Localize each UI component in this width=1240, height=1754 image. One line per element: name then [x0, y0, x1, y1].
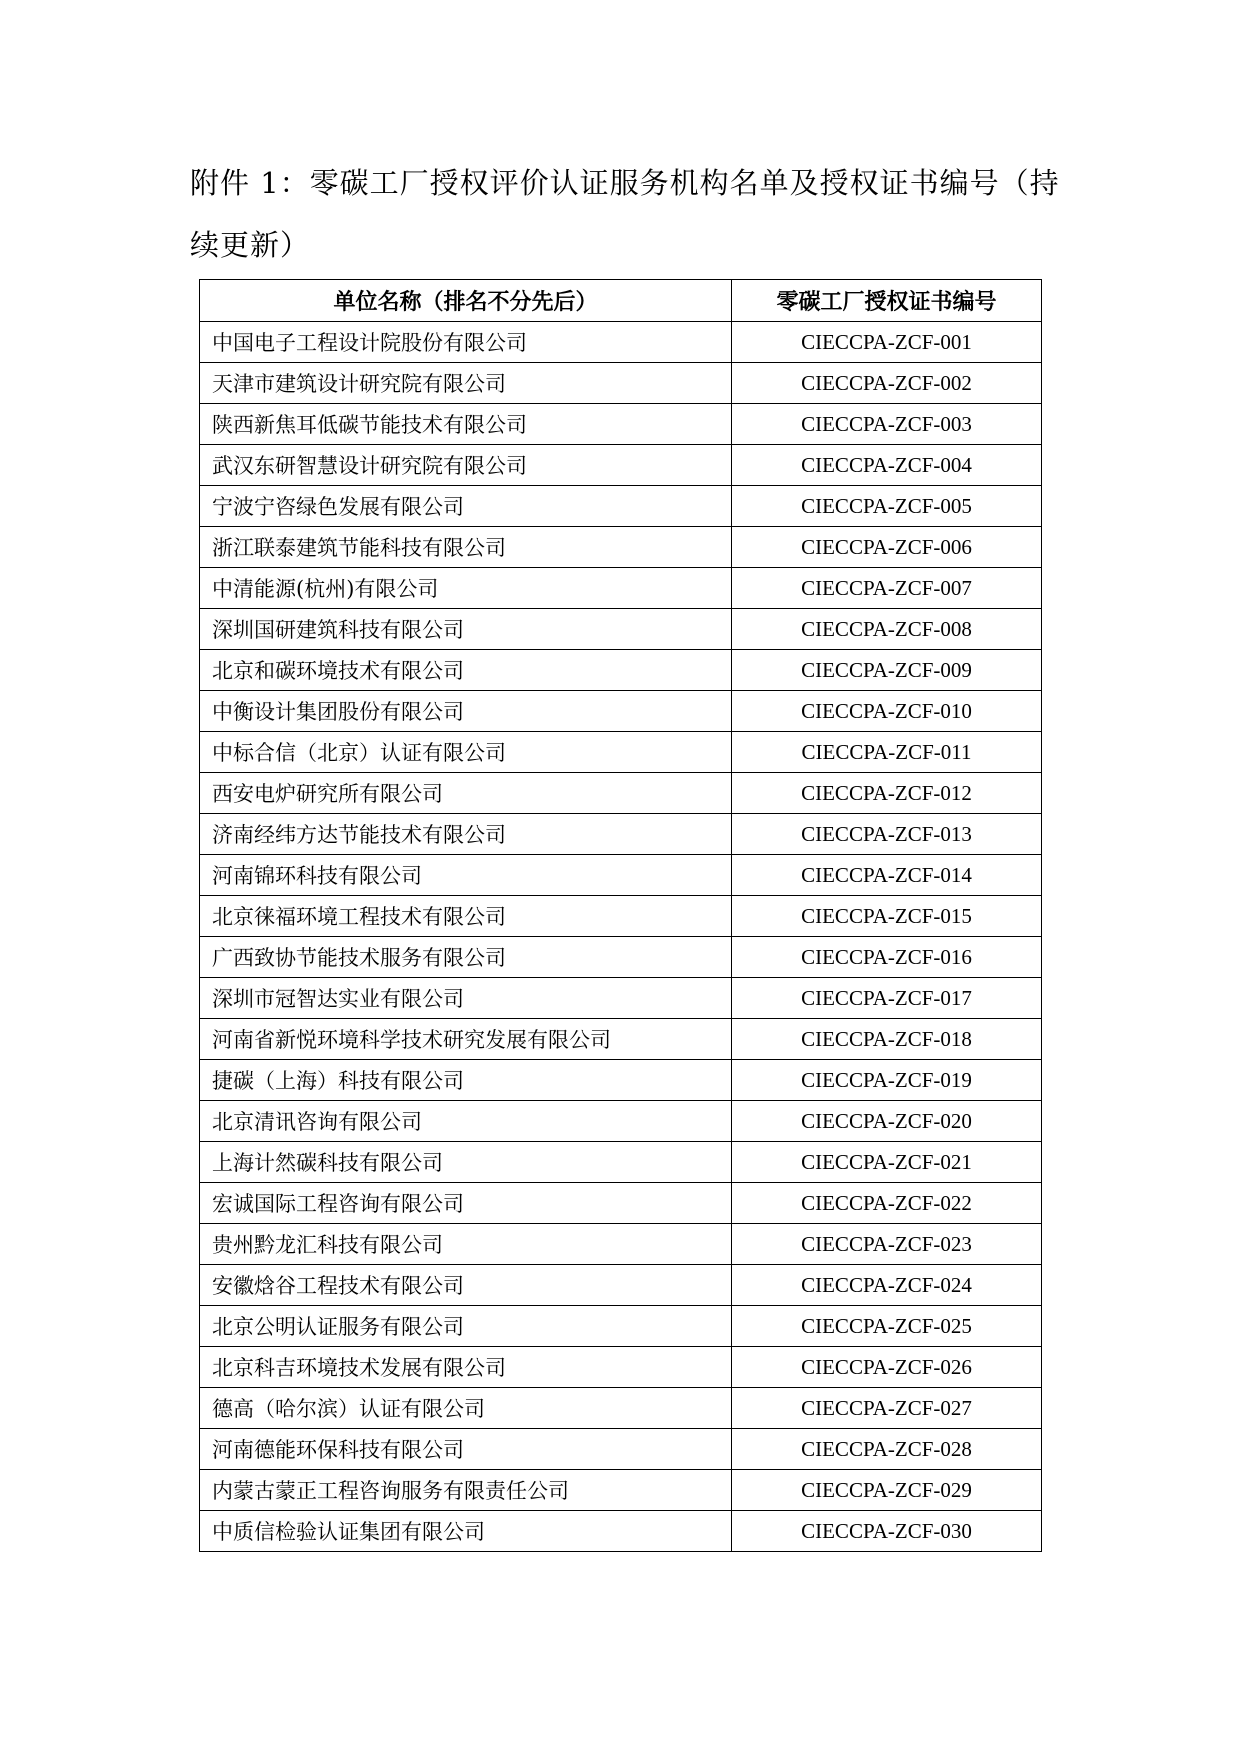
certificate-code-cell: CIECCPA-ZCF-028	[732, 1429, 1042, 1470]
organization-name-cell: 中标合信（北京）认证有限公司	[200, 732, 732, 773]
table-row	[200, 1306, 1042, 1347]
table-row	[200, 1183, 1042, 1224]
organization-name-cell: 北京公明认证服务有限公司	[200, 1306, 732, 1347]
organization-name-cell: 北京徕福环境工程技术有限公司	[200, 896, 732, 937]
organization-name-cell: 深圳市冠智达实业有限公司	[200, 978, 732, 1019]
certificate-code-cell: CIECCPA-ZCF-023	[732, 1224, 1042, 1265]
table-row	[200, 568, 1042, 609]
table-row	[200, 609, 1042, 650]
column-header-code: 零碳工厂授权证书编号	[732, 280, 1042, 322]
certificate-code-cell: CIECCPA-ZCF-006	[732, 527, 1042, 568]
organization-name-cell: 天津市建筑设计研究院有限公司	[200, 363, 732, 404]
table-row	[200, 1101, 1042, 1142]
certificate-code-cell: CIECCPA-ZCF-017	[732, 978, 1042, 1019]
table-row	[200, 1429, 1042, 1470]
organization-name-cell: 中衡设计集团股份有限公司	[200, 691, 732, 732]
organization-name-cell: 河南省新悦环境科学技术研究发展有限公司	[200, 1019, 732, 1060]
certificate-code-cell: CIECCPA-ZCF-003	[732, 404, 1042, 445]
table-row	[200, 1511, 1042, 1552]
table-row	[200, 486, 1042, 527]
table-row	[200, 1142, 1042, 1183]
organization-name-cell: 济南经纬方达节能技术有限公司	[200, 814, 732, 855]
table-row	[200, 445, 1042, 486]
certificate-code-cell: CIECCPA-ZCF-027	[732, 1388, 1042, 1429]
table-row	[200, 937, 1042, 978]
document-title: 附件 1：零碳工厂授权评价认证服务机构名单及授权证书编号（持续更新）	[190, 166, 1060, 262]
table-row	[200, 650, 1042, 691]
certificate-code-cell: CIECCPA-ZCF-025	[732, 1306, 1042, 1347]
certificate-code-cell: CIECCPA-ZCF-002	[732, 363, 1042, 404]
table-header-row	[200, 280, 1042, 322]
table-row	[200, 1470, 1042, 1511]
certificate-code-cell: CIECCPA-ZCF-007	[732, 568, 1042, 609]
organization-name-cell: 安徽焓谷工程技术有限公司	[200, 1265, 732, 1306]
organization-name-cell: 宁波宁咨绿色发展有限公司	[200, 486, 732, 527]
organization-name-cell: 浙江联泰建筑节能科技有限公司	[200, 527, 732, 568]
certificate-code-cell: CIECCPA-ZCF-022	[732, 1183, 1042, 1224]
organization-name-cell: 河南德能环保科技有限公司	[200, 1429, 732, 1470]
organization-name-cell: 宏诚国际工程咨询有限公司	[200, 1183, 732, 1224]
certificate-code-cell: CIECCPA-ZCF-013	[732, 814, 1042, 855]
certificate-code-cell: CIECCPA-ZCF-020	[732, 1101, 1042, 1142]
certificate-code-cell: CIECCPA-ZCF-008	[732, 609, 1042, 650]
table-row	[200, 1388, 1042, 1429]
certification-table	[199, 279, 1042, 1552]
certificate-code-cell: CIECCPA-ZCF-024	[732, 1265, 1042, 1306]
organization-name-cell: 捷碳（上海）科技有限公司	[200, 1060, 732, 1101]
organization-name-cell: 武汉东研智慧设计研究院有限公司	[200, 445, 732, 486]
certificate-code-cell: CIECCPA-ZCF-001	[732, 322, 1042, 363]
organization-name-cell: 贵州黔龙汇科技有限公司	[200, 1224, 732, 1265]
certificate-code-cell: CIECCPA-ZCF-019	[732, 1060, 1042, 1101]
table-row	[200, 773, 1042, 814]
certificate-code-cell: CIECCPA-ZCF-012	[732, 773, 1042, 814]
organization-name-cell: 北京和碳环境技术有限公司	[200, 650, 732, 691]
organization-name-cell: 陕西新焦耳低碳节能技术有限公司	[200, 404, 732, 445]
certificate-code-cell: CIECCPA-ZCF-011	[732, 732, 1042, 773]
table-row	[200, 896, 1042, 937]
organization-name-cell: 广西致协节能技术服务有限公司	[200, 937, 732, 978]
certificate-code-cell: CIECCPA-ZCF-030	[732, 1511, 1042, 1552]
certificate-code-cell: CIECCPA-ZCF-014	[732, 855, 1042, 896]
certificate-code-cell: CIECCPA-ZCF-004	[732, 445, 1042, 486]
organization-name-cell: 北京科吉环境技术发展有限公司	[200, 1347, 732, 1388]
organization-name-cell: 中质信检验认证集团有限公司	[200, 1511, 732, 1552]
organization-name-cell: 深圳国研建筑科技有限公司	[200, 609, 732, 650]
organization-name-cell: 德高（哈尔滨）认证有限公司	[200, 1388, 732, 1429]
certificate-code-cell: CIECCPA-ZCF-015	[732, 896, 1042, 937]
organization-name-cell: 河南锦环科技有限公司	[200, 855, 732, 896]
table-row	[200, 1347, 1042, 1388]
table-row	[200, 1265, 1042, 1306]
table-row	[200, 978, 1042, 1019]
table-body	[200, 322, 1042, 1552]
table-row	[200, 404, 1042, 445]
organization-name-cell: 上海计然碳科技有限公司	[200, 1142, 732, 1183]
certificate-code-cell: CIECCPA-ZCF-018	[732, 1019, 1042, 1060]
table-row	[200, 363, 1042, 404]
certificate-code-cell: CIECCPA-ZCF-005	[732, 486, 1042, 527]
column-header-name: 单位名称（排名不分先后）	[200, 280, 732, 322]
certificate-code-cell: CIECCPA-ZCF-026	[732, 1347, 1042, 1388]
certificate-code-cell: CIECCPA-ZCF-016	[732, 937, 1042, 978]
organization-name-cell: 西安电炉研究所有限公司	[200, 773, 732, 814]
table-row	[200, 1224, 1042, 1265]
organization-name-cell: 中清能源(杭州)有限公司	[200, 568, 732, 609]
organization-name-cell: 北京清讯咨询有限公司	[200, 1101, 732, 1142]
table-row	[200, 855, 1042, 896]
organization-name-cell: 内蒙古蒙正工程咨询服务有限责任公司	[200, 1470, 732, 1511]
table-row	[200, 1060, 1042, 1101]
certificate-code-cell: CIECCPA-ZCF-009	[732, 650, 1042, 691]
certificate-code-cell: CIECCPA-ZCF-010	[732, 691, 1042, 732]
table-row	[200, 527, 1042, 568]
certificate-code-cell: CIECCPA-ZCF-021	[732, 1142, 1042, 1183]
table-row	[200, 322, 1042, 363]
table-row	[200, 814, 1042, 855]
table-row	[200, 1019, 1042, 1060]
certificate-code-cell: CIECCPA-ZCF-029	[732, 1470, 1042, 1511]
table-row	[200, 691, 1042, 732]
organization-name-cell: 中国电子工程设计院股份有限公司	[200, 322, 732, 363]
table-row	[200, 732, 1042, 773]
